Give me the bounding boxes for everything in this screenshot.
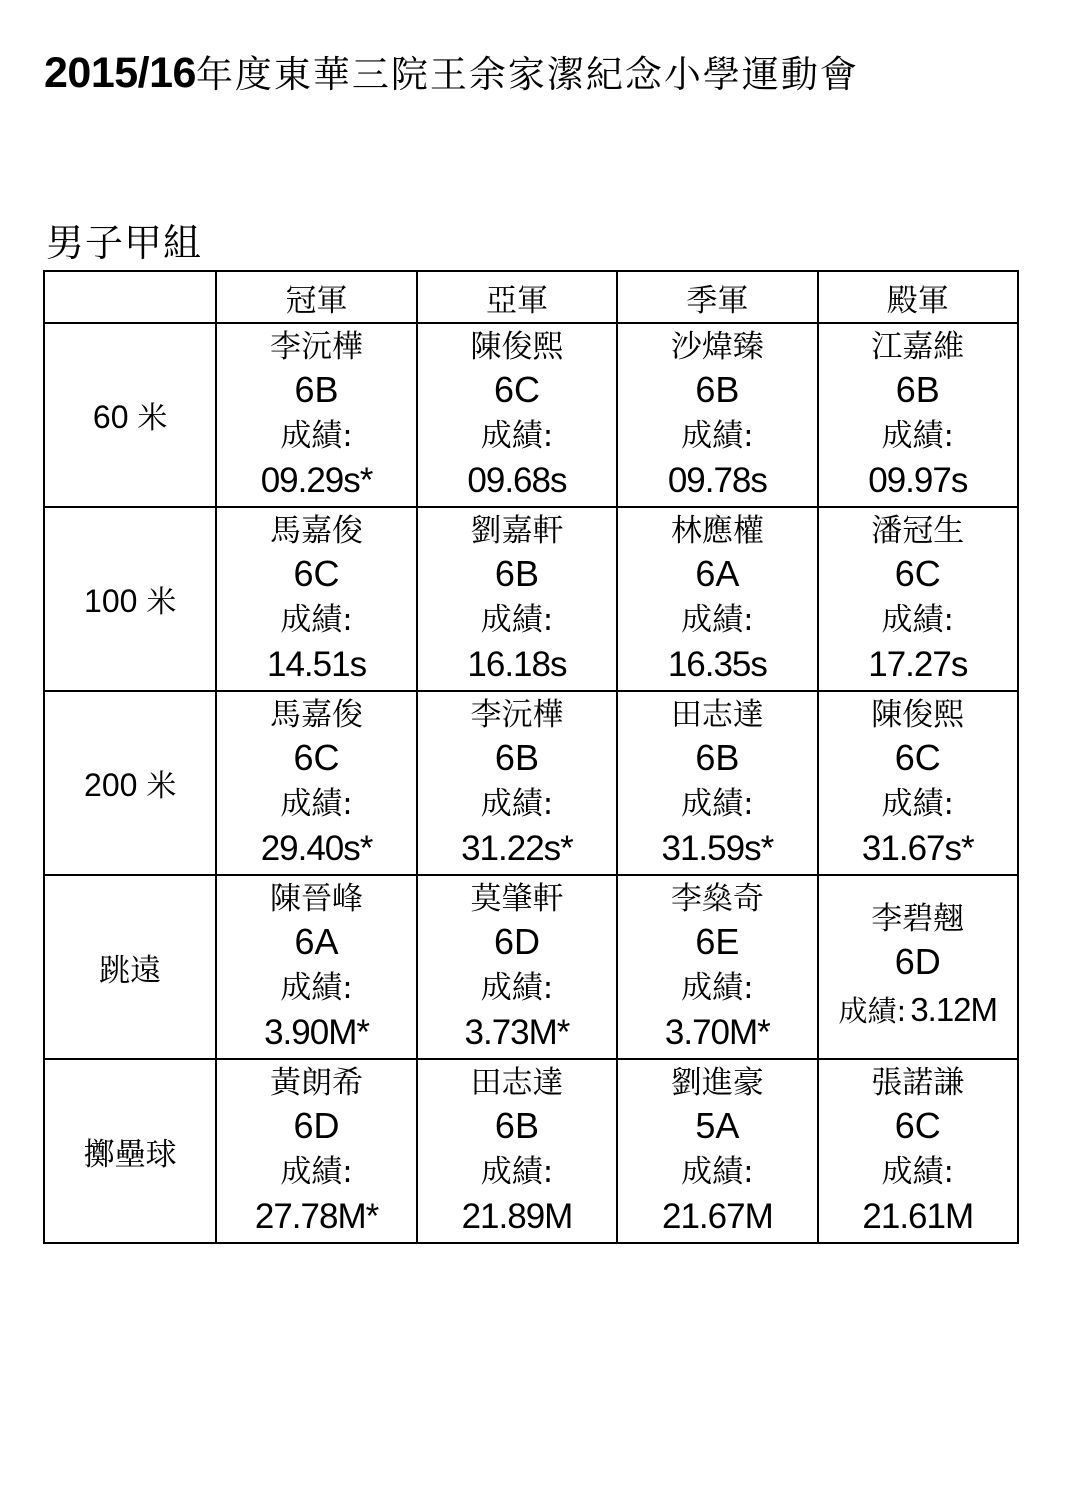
- result-entry: [618, 327, 816, 503]
- score-label: 成績:: [280, 418, 353, 454]
- result-cell: [617, 875, 817, 1059]
- score-value: 14.51s: [267, 645, 367, 684]
- result-entry: [217, 511, 415, 687]
- athlete-class: 6C: [894, 1105, 941, 1146]
- result-entry: [618, 511, 816, 687]
- event-name: 跳遠: [99, 952, 162, 989]
- table-row: [44, 323, 1018, 507]
- athlete-name: 陳晉峰: [270, 881, 364, 917]
- athlete-name: 江嘉維: [871, 329, 965, 365]
- athlete-name: 潘冠生: [871, 513, 965, 549]
- score-value: 21.89M: [461, 1197, 573, 1236]
- event-name-cell: [44, 323, 216, 507]
- header-second-runner-up: 季軍: [617, 271, 817, 323]
- result-cell: [818, 875, 1018, 1059]
- event-unit: 米: [137, 401, 168, 436]
- result-entry: [819, 511, 1017, 687]
- result-cell: [818, 1059, 1018, 1243]
- athlete-name: 張諾謙: [871, 1065, 965, 1101]
- score-value: 09.68s: [467, 461, 567, 500]
- score-label: 成績:: [681, 602, 754, 638]
- result-entry: [418, 695, 616, 871]
- score-value: 3.12M: [910, 991, 998, 1028]
- results-table: [43, 270, 1019, 1244]
- header-champion: 冠軍: [216, 271, 416, 323]
- score-label: 成績:: [480, 418, 554, 454]
- athlete-name: 馬嘉俊: [270, 513, 364, 549]
- division-heading: 男子甲組: [46, 221, 203, 265]
- athlete-name: 李燊奇: [670, 881, 764, 917]
- result-entry: [217, 879, 415, 1055]
- event-unit: 米: [146, 585, 177, 620]
- result-cell: [417, 507, 617, 691]
- athlete-class: 6A: [294, 921, 339, 962]
- score-label: 成績:: [280, 970, 353, 1006]
- score-line: [839, 985, 998, 1035]
- event-name-cell: [44, 875, 216, 1059]
- athlete-name: 莫肇軒: [470, 881, 564, 917]
- result-entry: [819, 695, 1017, 871]
- athlete-class: 6B: [695, 369, 740, 410]
- score-label: 成績:: [280, 786, 353, 822]
- athlete-class: 6B: [494, 553, 539, 594]
- athlete-class: 5A: [695, 1105, 740, 1146]
- header-corner: [44, 271, 216, 323]
- athlete-class: 6C: [293, 737, 340, 778]
- event-name-cell: [44, 1059, 216, 1243]
- result-cell: [216, 1059, 416, 1243]
- event-name-cell: [44, 691, 216, 875]
- result-entry: [217, 1063, 415, 1239]
- athlete-class: 6C: [894, 553, 941, 594]
- event-name: 200: [84, 767, 138, 803]
- score-value: 16.18s: [467, 645, 567, 684]
- athlete-name: 陳俊熙: [470, 329, 564, 365]
- athlete-class: 6B: [895, 369, 940, 410]
- result-cell: [216, 323, 416, 507]
- score-label: 成績:: [881, 602, 954, 638]
- result-cell: [417, 875, 617, 1059]
- result-cell: [617, 691, 817, 875]
- score-label: 成績:: [480, 786, 554, 822]
- result-cell: [617, 1059, 817, 1243]
- event-name-cell: [44, 507, 216, 691]
- score-label: 成績:: [480, 602, 554, 638]
- score-value: 31.67s*: [861, 829, 974, 868]
- score-value: 3.70M*: [664, 1013, 770, 1052]
- header-fourth-place: 殿軍: [818, 271, 1018, 323]
- athlete-name: 劉進豪: [670, 1065, 764, 1101]
- result-cell: [818, 691, 1018, 875]
- result-cell: [617, 507, 817, 691]
- score-value: 17.27s: [868, 645, 968, 684]
- athlete-name: 陳俊熙: [871, 697, 965, 733]
- result-cell: [818, 507, 1018, 691]
- athlete-name: 李碧翹: [871, 901, 965, 937]
- score-value: 31.59s*: [661, 829, 774, 868]
- header-first-runner-up: 亞軍: [417, 271, 617, 323]
- result-entry: [418, 327, 616, 503]
- athlete-class: 6A: [695, 553, 740, 594]
- score-label: 成績:: [681, 1154, 754, 1190]
- result-cell: [617, 323, 817, 507]
- score-label: 成績:: [681, 970, 754, 1006]
- result-cell: [216, 691, 416, 875]
- athlete-name: 李沅樺: [270, 329, 364, 365]
- athlete-name: 李沅樺: [470, 697, 564, 733]
- result-entry: [618, 695, 816, 871]
- score-value: 21.61M: [862, 1197, 974, 1236]
- score-value: 09.97s: [868, 461, 968, 500]
- result-entry: [618, 1063, 816, 1239]
- athlete-class: 6B: [695, 737, 740, 778]
- result-entry: [418, 879, 616, 1055]
- score-value: 3.73M*: [464, 1013, 570, 1052]
- result-cell: [417, 1059, 617, 1243]
- athlete-class: 6C: [293, 553, 340, 594]
- table-header-row: [44, 271, 1018, 323]
- table-row: [44, 507, 1018, 691]
- athlete-name: 田志達: [470, 1065, 564, 1101]
- score-label: 成績:: [881, 418, 954, 454]
- athlete-name: 沙煒臻: [670, 329, 764, 365]
- athlete-class: 6B: [494, 1105, 539, 1146]
- score-label: 成績:: [881, 786, 954, 822]
- score-label: 成績:: [881, 1154, 954, 1190]
- athlete-name: 黃朗希: [270, 1065, 364, 1101]
- score-label: 成績:: [838, 994, 907, 1028]
- score-label: 成績:: [480, 970, 554, 1006]
- score-label: 成績:: [681, 418, 754, 454]
- table-row: [44, 875, 1018, 1059]
- result-cell: [417, 323, 617, 507]
- event-name: 100: [84, 583, 138, 619]
- athlete-class: 6D: [493, 921, 540, 962]
- athlete-class: 6D: [894, 941, 941, 982]
- athlete-class: 6D: [293, 1105, 340, 1146]
- result-cell: [216, 507, 416, 691]
- result-cell: [216, 875, 416, 1059]
- event-unit: 米: [146, 769, 177, 804]
- title-event: 年度東華三院王余家潔紀念小學運動會: [195, 53, 859, 96]
- result-entry: [418, 511, 616, 687]
- result-entry: [819, 327, 1017, 503]
- result-entry: [819, 1063, 1017, 1239]
- event-name: 60: [92, 399, 129, 435]
- score-value: 09.29s*: [260, 461, 373, 500]
- result-entry: [819, 899, 1017, 1035]
- result-entry: [217, 327, 415, 503]
- athlete-class: 6C: [894, 737, 941, 778]
- athlete-class: 6C: [493, 369, 540, 410]
- score-value: 31.22s*: [461, 829, 573, 868]
- athlete-name: 馬嘉俊: [270, 697, 364, 733]
- athlete-name: 林應權: [670, 513, 764, 549]
- athlete-name: 劉嘉軒: [470, 513, 564, 549]
- result-entry: [418, 1063, 616, 1239]
- table-row: [44, 1059, 1018, 1243]
- score-label: 成績:: [480, 1154, 554, 1190]
- score-value: 21.67M: [661, 1197, 773, 1236]
- athlete-name: 田志達: [670, 697, 764, 733]
- result-entry: [217, 695, 415, 871]
- score-value: 09.78s: [667, 461, 767, 500]
- event-name: 擲壘球: [83, 1136, 177, 1173]
- score-value: 27.78M*: [254, 1197, 379, 1236]
- page-title: [44, 44, 1044, 114]
- result-entry: [618, 879, 816, 1055]
- score-value: 3.90M*: [264, 1013, 369, 1052]
- athlete-class: 6B: [494, 737, 539, 778]
- score-label: 成績:: [280, 602, 353, 638]
- title-year: 2015/16: [44, 49, 196, 97]
- result-cell: [818, 323, 1018, 507]
- score-label: 成績:: [681, 786, 754, 822]
- table-row: [44, 691, 1018, 875]
- athlete-class: 6B: [294, 369, 339, 410]
- score-label: 成績:: [280, 1154, 353, 1190]
- result-cell: [417, 691, 617, 875]
- score-value: 29.40s*: [260, 829, 373, 868]
- athlete-class: 6E: [695, 921, 740, 962]
- score-value: 16.35s: [667, 645, 767, 684]
